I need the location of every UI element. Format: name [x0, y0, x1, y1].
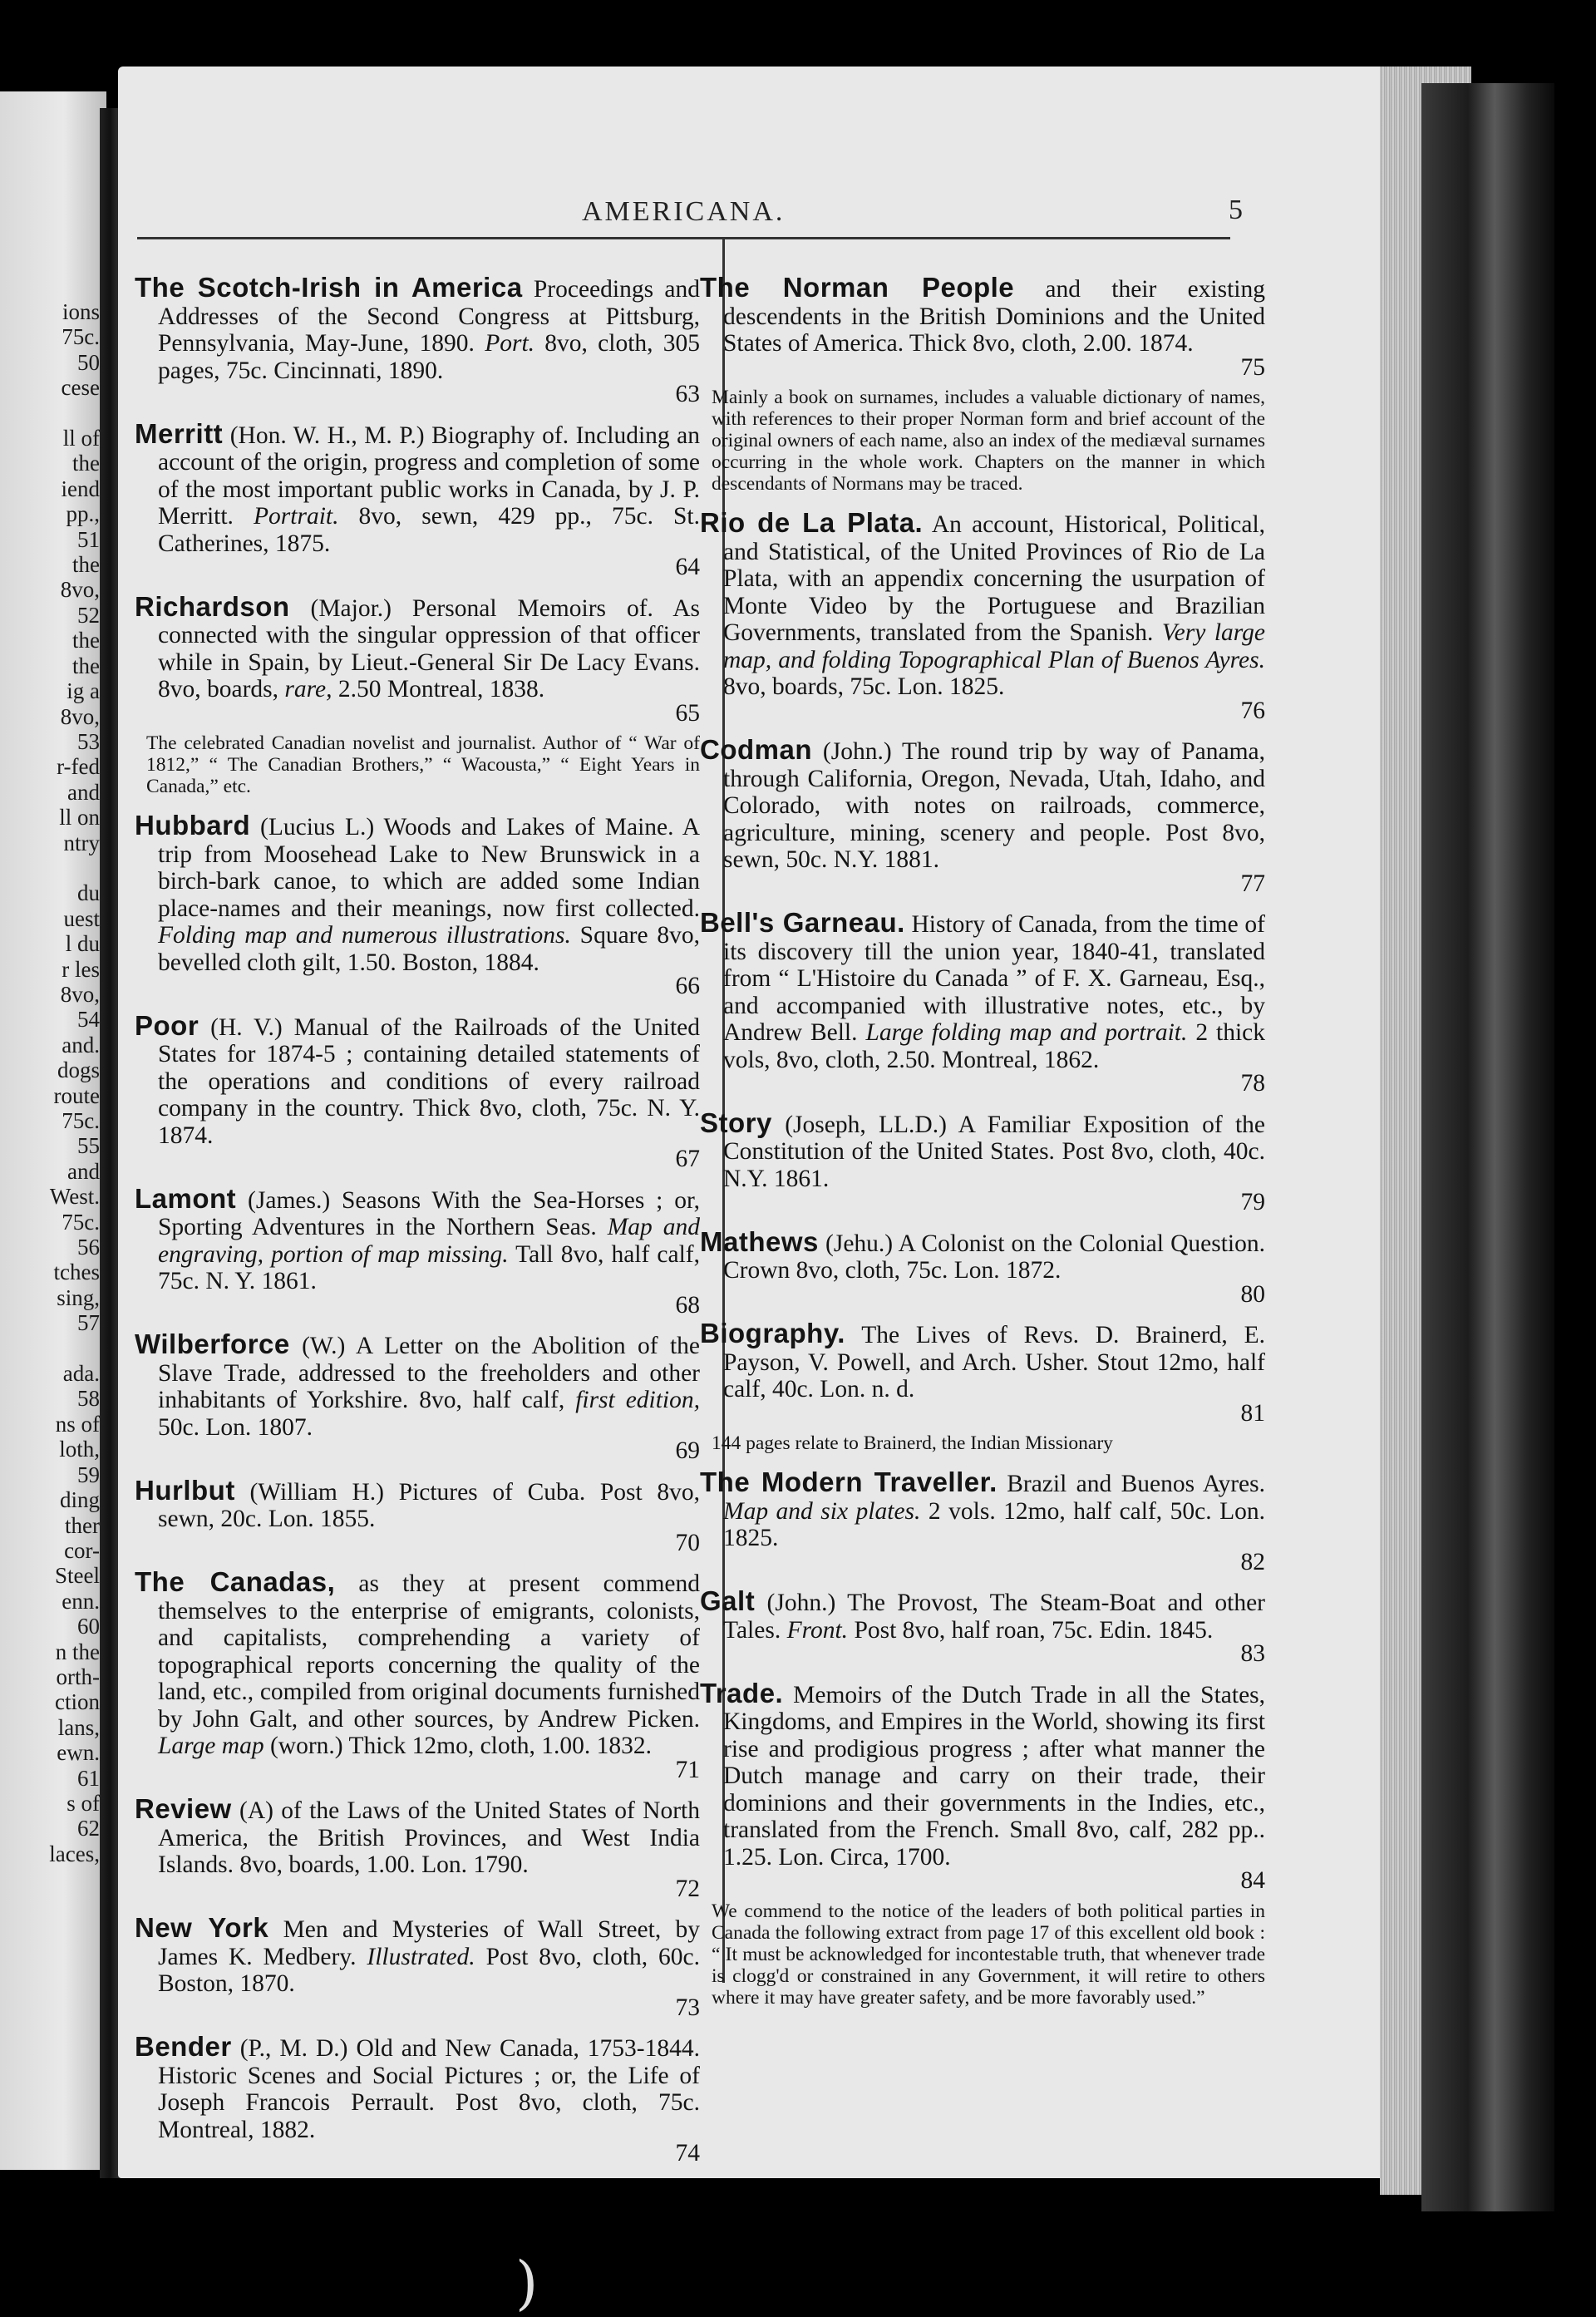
entry-number: 81 — [1240, 1399, 1265, 1427]
entry-imprint: 2 thick vols, 8vo, cloth, 2.50. Montreal, 1862. — [723, 1019, 1265, 1073]
left-edge-line: ction — [55, 1689, 100, 1715]
entry-italic-note: Map and six plates. — [723, 1497, 921, 1525]
left-edge-line: 8vo, — [60, 981, 100, 1007]
entry-description: (Jehu.) A Colonist on the Colonial Question. Crown 8vo, cloth, 75c. Lon. 1872. — [723, 1230, 1266, 1284]
entry-number: 72 — [675, 1875, 700, 1902]
catalogue-entry — [700, 507, 1266, 724]
left-edge-line: orth- — [56, 1664, 100, 1689]
entry-italic-note: Port. — [485, 330, 535, 357]
left-edge-line: dogs — [57, 1057, 100, 1083]
catalogue-entry — [135, 1566, 700, 1783]
left-column — [135, 274, 700, 2180]
catalogue-entry — [135, 1474, 701, 1557]
entry-description: (W.) A Letter on the Abolition of the Slave Trade, addressed to the freeholders and other inhabitants of Yorkshire. 8vo, half calf, — [158, 1333, 700, 1413]
entry-number: 76 — [1240, 697, 1265, 724]
entry-number: 82 — [1240, 1548, 1265, 1575]
entry-description: (James.) Seasons With the Sea-Horses ; or, Sporting Adventures in the Northern Seas. — [158, 1186, 701, 1240]
left-edge-line: ns of — [55, 1411, 100, 1437]
left-edge-line: enn. — [62, 1588, 100, 1614]
left-edge-line: 57 — [77, 1310, 100, 1336]
entry-italic-note: Folding map and numerous illustrations. — [158, 922, 571, 949]
left-edge-line: n the — [55, 1639, 100, 1664]
left-edge-line: sing, — [57, 1284, 100, 1310]
left-edge-line: cor- — [64, 1537, 100, 1563]
left-edge-line: r-fed — [57, 754, 100, 780]
entry-number: 70 — [675, 1529, 700, 1556]
catalogue-entry — [135, 1912, 701, 2021]
entry-description: (A) of the Laws of the United States of North America, the British Provinces, and West India Islands. 8vo, boards, 1.00. Lon. 1790. — [158, 1797, 701, 1878]
right-column — [700, 274, 1265, 2024]
left-edge-line: ewn. — [57, 1740, 100, 1766]
entry-imprint: 50c. Lon. 1807. — [158, 1413, 313, 1441]
entry-description: (William H.) Pictures of Cuba. Post 8vo, sewn, 20c. Lon. 1855. — [158, 1478, 701, 1532]
entry-heading: Mathews — [700, 1225, 819, 1257]
entry-italic-note: rare, — [284, 676, 332, 702]
entry-description: (John.) The round trip by way of Panama, through California, Oregon, Nevada, Utah, Idaho, and Colorado, with notes on railroads, commerce, agriculture, mining, scenery and people. Post 8vo, sewn, 50c. N.Y. 1881. — [723, 738, 1266, 873]
entry-italic-note: Portrait. — [254, 503, 339, 530]
entry-heading: Story — [700, 1107, 772, 1138]
book-cover-edge — [1421, 83, 1554, 2211]
left-edge-line: the — [72, 653, 100, 678]
entry-heading: The Scotch-Irish in America — [135, 272, 523, 303]
left-edge-line: 51 — [77, 526, 100, 552]
left-edge-line: ntry — [63, 830, 100, 855]
left-edge-line: laces, — [49, 1841, 100, 1866]
entry-imprint: Tall 8vo, half calf, 75c. N. Y. 1861. — [158, 1240, 700, 1294]
left-edge-line: 56 — [77, 1235, 100, 1260]
left-edge-line: 75c. — [62, 1209, 100, 1235]
catalogue-entry — [700, 1469, 1265, 1575]
entry-heading: Wilberforce — [135, 1329, 290, 1359]
entry-description: (Joseph, LL.D.) A Familiar Exposition of the Constitution of the United States. Post 8vo, cloth, 40c. N.Y. 1861. — [723, 1111, 1266, 1192]
left-edge-line: the — [72, 628, 100, 653]
entry-number: 73 — [675, 1994, 700, 2021]
left-edge-line: 75c. — [62, 1108, 100, 1133]
catalogue-entry — [700, 1107, 1266, 1216]
left-edge-line: the — [72, 451, 100, 476]
left-edge-line: du — [77, 880, 100, 906]
left-edge-line: s of — [66, 1790, 100, 1816]
left-edge-line: l du — [65, 931, 100, 957]
entry-imprint: 2 vols. 12mo, half calf, 50c. Lon. 1825. — [723, 1497, 1266, 1551]
entry-italic-note: Illustrated. — [367, 1943, 475, 1970]
left-edge-line: 52 — [77, 602, 100, 628]
entry-italic-note: Large map — [158, 1733, 264, 1759]
left-edge-line: the — [72, 552, 100, 578]
entry-number: 77 — [1240, 870, 1265, 897]
catalogue-entry — [700, 1585, 1265, 1668]
entry-annotation: We commend to the notice of the leaders of both political parties in Canada the following extract from page 17 of this excellent old book : “ It must be acknowledged for incontestable truth, that whenever trade is clogg'd or constrained in any Government, it will retire to others where it may have greater safety, and be more favorably used.” — [712, 1900, 1265, 2009]
entry-heading: Poor — [135, 1009, 200, 1041]
left-edge-line: cese — [61, 375, 100, 401]
catalogue-entry — [700, 734, 1266, 897]
running-head: AMERICANA. — [582, 196, 786, 227]
left-edge-line: route — [53, 1082, 100, 1108]
entry-imprint: 8vo, sewn, 429 pp., 75c. St. Catherines, 1875. — [158, 503, 701, 557]
head-rule — [137, 237, 1230, 239]
catalogue-entry — [135, 590, 700, 727]
entry-imprint: 2.50 Montreal, 1838. — [337, 676, 545, 702]
catalogue-entry — [135, 1182, 701, 1319]
entry-description: and their existing descendents in the British Dominions and the United States of America. Thick 8vo, cloth, 2.00. 1874. — [723, 276, 1265, 357]
entry-italic-note: Map and engraving, portion of map missing. — [158, 1214, 700, 1268]
left-edge-line: ig a — [66, 678, 100, 704]
entry-heading: The Canadas, — [135, 1566, 336, 1597]
catalogue-entry — [135, 1331, 700, 1465]
entry-heading: Trade. — [700, 1677, 784, 1708]
entry-number: 69 — [675, 1437, 700, 1464]
left-edge-line: 59 — [77, 1462, 100, 1487]
left-edge-line: Steel — [55, 1563, 100, 1589]
entry-heading: Hurlbut — [135, 1474, 235, 1506]
entry-heading: Galt — [700, 1585, 756, 1616]
left-edge-line: and — [67, 779, 100, 805]
entry-annotation: Mainly a book on surnames, includes a valuable dictionary of names, with references to their proper Norman form and brief account of the original owners of each name, also an index of the mediæval surnames occurring in the whole work. Chapters on the manner in which descendants of Normans may be traced. — [712, 387, 1265, 495]
entry-annotation: The celebrated Canadian novelist and journalist. Author of “ War of 1812,” “ The Canadian Brothers,” “ Wacousta,” “ Eight Years in Canada,” etc. — [146, 732, 700, 797]
left-edge-line: ions — [62, 299, 100, 324]
entry-heading: Richardson — [135, 590, 290, 622]
left-edge-line: 53 — [77, 728, 100, 754]
entry-number: 71 — [675, 1756, 700, 1783]
entry-imprint: (worn.) Thick 12mo, cloth, 1.00. 1832. — [269, 1733, 653, 1759]
entry-number: 84 — [1240, 1867, 1265, 1894]
entry-imprint: Square 8vo, bevelled cloth gilt, 1.50. Boston, 1884. — [158, 922, 701, 976]
entry-imprint: Post 8vo, cloth, 60c. Boston, 1870. — [158, 1943, 701, 1997]
left-edge-line: 55 — [77, 1133, 100, 1159]
catalogue-entry — [700, 907, 1265, 1097]
entry-heading: Biography. — [700, 1318, 845, 1348]
entry-imprint: 8vo, boards, 75c. Lon. 1825. — [723, 673, 1005, 700]
bottom-mark: ) — [515, 2249, 539, 2317]
entry-description: An account, Historical, Political, and Statistical, of the United Provinces of Rio de La Plata, with an appendix concerning the usurpation of Monte Video by the Portuguese and Brazilian Governments, translated from the Spanish. — [723, 511, 1266, 646]
entry-description: Memoirs of the Dutch Trade in all the States, Kingdoms, and Empires in the World, showing its first rise and prodigious progress ; after what manner the Dutch manage and carry on their trade, their dominions and their governments in the Indies, etc., translated from the French. Small 8vo, calf, 282 pp.. 1.25. Lon. Circa, 1700. — [723, 1681, 1266, 1871]
entry-description: (John.) The Provost, The Steam-Boat and other Tales. — [723, 1590, 1265, 1644]
entry-imprint: Post 8vo, half roan, 75c. Edin. 1845. — [854, 1616, 1214, 1644]
entry-number: 79 — [1240, 1189, 1265, 1215]
left-edge-line: 8vo, — [60, 703, 100, 729]
entry-description: (P., M. D.) Old and New Canada, 1753-1844. Historic Scenes and Social Pictures ; or, the Life of Joseph Francois Perrault. Post 8vo, cloth, 75c. Montreal, 1882. — [158, 2035, 701, 2143]
catalogue-entry — [135, 1009, 701, 1173]
entry-description: as they at present commend themselves to the enterprise of emigrants, colonists, and capitalists, comprehending a variety of topographical reports concerning the quality of the land, etc., compiled from original documents furnished by John Galt, and other sources, by Andrew Picken. — [158, 1570, 700, 1733]
catalogue-entry — [135, 274, 700, 408]
entry-number: 65 — [675, 699, 700, 727]
entry-heading: New York — [135, 1912, 269, 1943]
left-edge-line — [0, 855, 100, 880]
left-edge-line: loth, — [59, 1437, 100, 1462]
left-edge-line: ll of — [62, 426, 100, 451]
entry-heading: Hubbard — [135, 810, 251, 841]
left-edge-line: 75c. — [62, 324, 100, 350]
catalogue-entry — [135, 812, 700, 1000]
left-edge-line: ther — [65, 1512, 100, 1538]
catalogue-entry — [135, 417, 701, 581]
left-edge-line: r les — [62, 956, 100, 982]
entry-number: 67 — [675, 1146, 700, 1172]
left-edge-line — [0, 1336, 100, 1361]
catalogue-entry — [700, 1320, 1265, 1427]
entry-heading: Review — [135, 1793, 232, 1824]
left-edge-line: and. — [62, 1032, 100, 1057]
catalogue-entry — [135, 2031, 701, 2167]
entry-heading: The Norman People — [700, 272, 1015, 303]
entry-italic-note: Large folding map and portrait. — [865, 1019, 1188, 1046]
left-edge-line: West. — [49, 1184, 100, 1210]
entry-number: 83 — [1240, 1640, 1265, 1667]
left-edge-line: lans, — [57, 1714, 100, 1740]
entry-description: Men and Mysteries of Wall Street, by James K. Medbery. — [158, 1916, 701, 1970]
entry-heading: Bender — [135, 2031, 232, 2062]
entry-italic-note: Very large map, and folding Topographical Plan of Buenos Ayres. — [723, 619, 1266, 673]
entry-heading: Rio de La Plata. — [700, 507, 924, 538]
entry-number: 78 — [1240, 1070, 1265, 1097]
left-edge-line: 54 — [77, 1007, 100, 1033]
catalogue-entry — [700, 274, 1265, 381]
entry-number: 80 — [1240, 1280, 1265, 1308]
entry-italic-note: Front. — [786, 1616, 849, 1644]
entry-description: (Lucius L.) Woods and Lakes of Maine. A trip from Moosehead Lake to New Brunswick in a birch-bark canoe, to which are added some Indian place-names and their meanings, now first collected. — [158, 814, 701, 922]
entry-heading: Bell's Garneau. — [700, 907, 905, 938]
entry-number: 63 — [675, 381, 700, 407]
facing-left-page — [0, 91, 106, 2170]
left-page-edge-text — [0, 299, 106, 1866]
entry-description: The Lives of Revs. D. Brainerd, E. Payson, V. Powell, and Arch. Usher. Stout 12mo, half calf, 40c. Lon. n. d. — [723, 1322, 1266, 1403]
entry-description: (H. V.) Manual of the Railroads of the United States for 1874-5 ; containing detailed statements of the operations and conditions of every railroad company in the country. Thick 8vo, cloth, 75c. N. Y. 1874. — [158, 1013, 701, 1149]
entry-number: 64 — [675, 554, 700, 580]
entry-description: Brazil and Buenos Ayres. — [1007, 1471, 1265, 1497]
left-edge-line: 8vo, — [60, 577, 100, 603]
left-edge-line: iend — [61, 476, 100, 501]
left-edge-line: uest — [63, 905, 100, 931]
entry-number: 75 — [1240, 353, 1265, 381]
entry-annotation: 144 pages relate to Brainerd, the Indian Missionary — [712, 1432, 1113, 1454]
left-edge-line: and — [67, 1158, 100, 1184]
entry-heading: Merritt — [135, 417, 224, 449]
left-edge-line: ll on — [59, 805, 100, 831]
page-number: 5 — [1229, 195, 1243, 225]
left-edge-line: 58 — [77, 1386, 100, 1412]
entry-number: 74 — [675, 2140, 700, 2167]
left-edge-line: ding — [59, 1487, 100, 1513]
catalogue-entry — [700, 1677, 1266, 1895]
left-edge-line: 60 — [77, 1614, 100, 1639]
left-edge-line: 61 — [77, 1765, 100, 1791]
entry-description: (Major.) Personal Memoirs of. As connected with the singular oppression of that officer while in Spain, by Lieut.-General Sir De Lacy Evans. 8vo, boards, — [158, 594, 700, 702]
entry-description: History of Canada, from the time of its discovery till the union year, 1840-41, translated from “ L'Histoire du Canada ” of F. X. Garneau, Esq., and accompanied with illustrative notes, etc., by Andrew Bell. — [723, 911, 1265, 1046]
entry-imprint: 8vo, cloth, 305 pages, 75c. Cincinnati, 1890. — [158, 330, 701, 384]
entry-heading: Codman — [700, 734, 812, 765]
entry-number: 66 — [675, 973, 700, 999]
catalogue-entry — [135, 1793, 701, 1902]
left-edge-line: 50 — [77, 349, 100, 375]
left-edge-line: tches — [53, 1260, 100, 1285]
entry-heading: The Modern Traveller. — [700, 1467, 998, 1497]
left-edge-line: 62 — [77, 1816, 100, 1841]
left-edge-line — [0, 401, 100, 426]
catalogue-entry — [700, 1225, 1266, 1309]
left-edge-line: ada. — [62, 1361, 100, 1387]
left-edge-line: pp., — [66, 501, 100, 527]
entry-italic-note: first edition, — [575, 1387, 701, 1413]
entry-number: 68 — [675, 1291, 700, 1319]
entry-heading: Lamont — [135, 1182, 237, 1214]
entry-description: Proceedings and Addresses of the Second Congress at Pittsburg, Pennsylvania, May-June, 1890. — [158, 276, 700, 357]
entry-description: (Hon. W. H., M. P.) Biography of. Including an account of the origin, progress and completion of some of the most important public works in Canada, by J. P. Merritt. — [158, 421, 700, 530]
